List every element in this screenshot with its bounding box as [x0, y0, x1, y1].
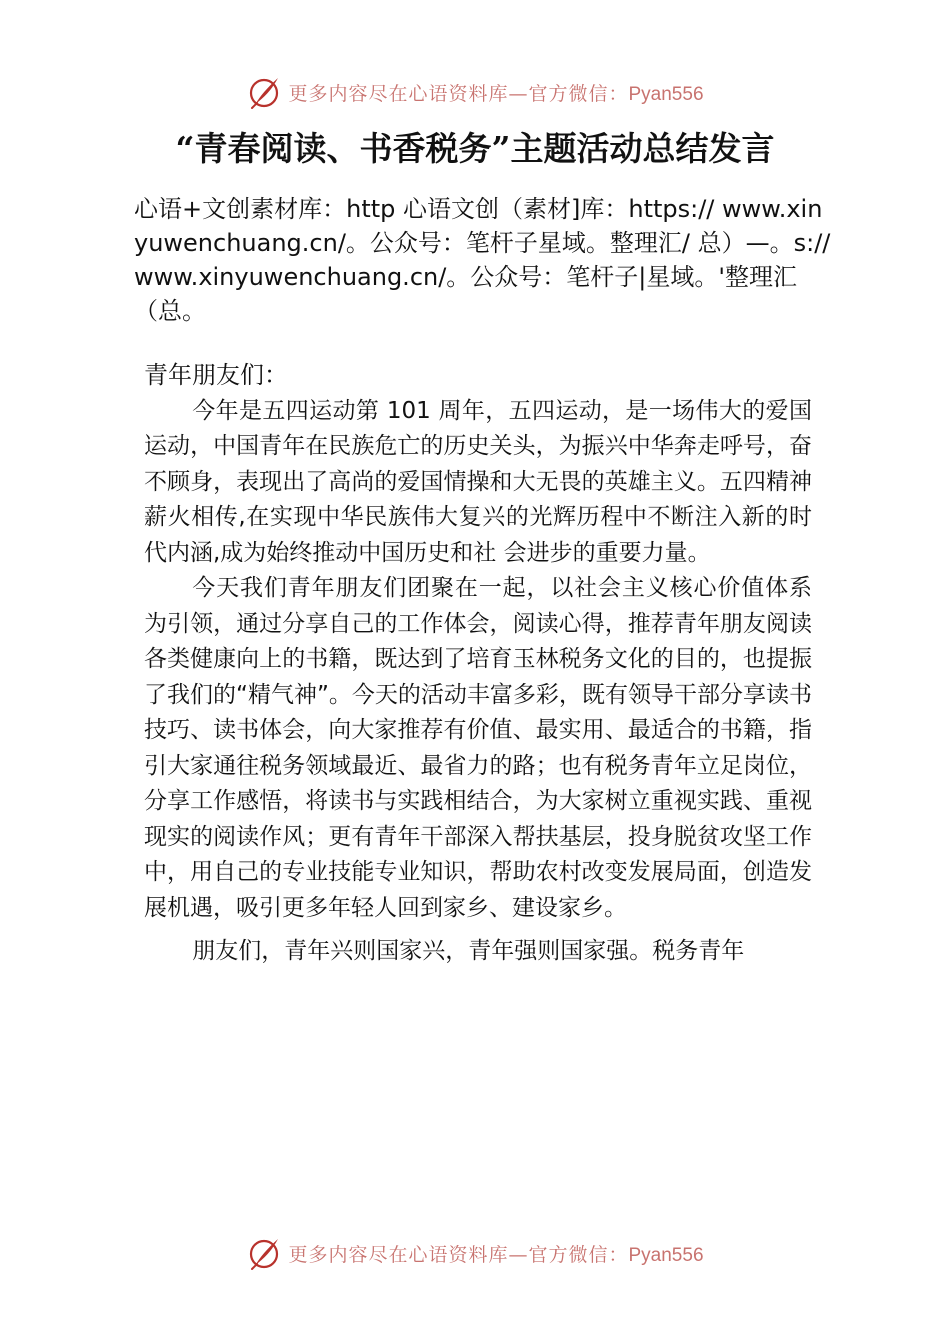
wechat-id: Pyan556 — [628, 1244, 704, 1266]
document-title: “青春阅读、书香税务”主题活动总结发言 — [175, 129, 775, 168]
source-note: 心语+文创素材库：http 心语文创（素材]库：https:// www.xinyuwenchuang.cn/。公众号：笔杆子星域。整理汇/ 总）—。s://www.xinyuwenchuang.cn/。公众号：笔杆子|星域。'整理汇（总。 — [134, 195, 831, 325]
greeting: 青年朋友们： — [144, 361, 288, 389]
paragraph-3: 朋友们，青年兴则国家兴，青年强则国家强。税务青年 — [192, 938, 745, 964]
paragraph-2: 今天我们青年朋友们团聚在一起，以社会主义核心价值体系为引领，通过分享自己的工作体会，阅读心得，推荐青年朋友阅读各类健康向上的书籍，既达到了培育玉林税务文化的目的，也提振了我们的“精气神”。今天的活动丰富多彩，既有领导干部分享读书技巧、读书体会，向大家推荐有价值、最实用、最适合的书籍，指引大家通往税务领域最近、最省力的路；也有税务青年立足岗位，分享工作感悟，将读书与实践相结合，为大家树立重视实践、重视现实的阅读作风；更有青年干部深入帮扶基层，投身脱贫攻坚工作中，用自己的专业技能专业知识，帮助农村改变发展局面，创造发展机遇，吸引更多年轻人回到家乡、建设家乡。 — [144, 575, 812, 921]
banner-text: 更多内容尽在心语资料库—官方微信：Pyan556 — [288, 1243, 704, 1266]
header-banner — [0, 72, 950, 112]
banner-text: 更多内容尽在心语资料库—官方微信：Pyan556 — [288, 82, 704, 105]
quill-logo-icon — [246, 74, 282, 110]
paragraph-1: 今年是五四运动第 101 周年，五四运动，是一场伟大的爱国运动，中国青年在民族危亡的历史关头，为振兴中华奔走呼号，奋不顾身，表现出了高尚的爱国情操和大无畏的英雄主义。五四精神薪火相传,在实现中华民族伟大复兴的光辉历程中不断注入新的时代内涵,成为始终推动中国历史和社 会进步的重要力量。 — [144, 397, 812, 566]
quill-logo-icon — [246, 1235, 282, 1271]
document-body — [144, 358, 812, 970]
wechat-id: Pyan556 — [628, 83, 704, 105]
footer-banner — [0, 1233, 950, 1273]
